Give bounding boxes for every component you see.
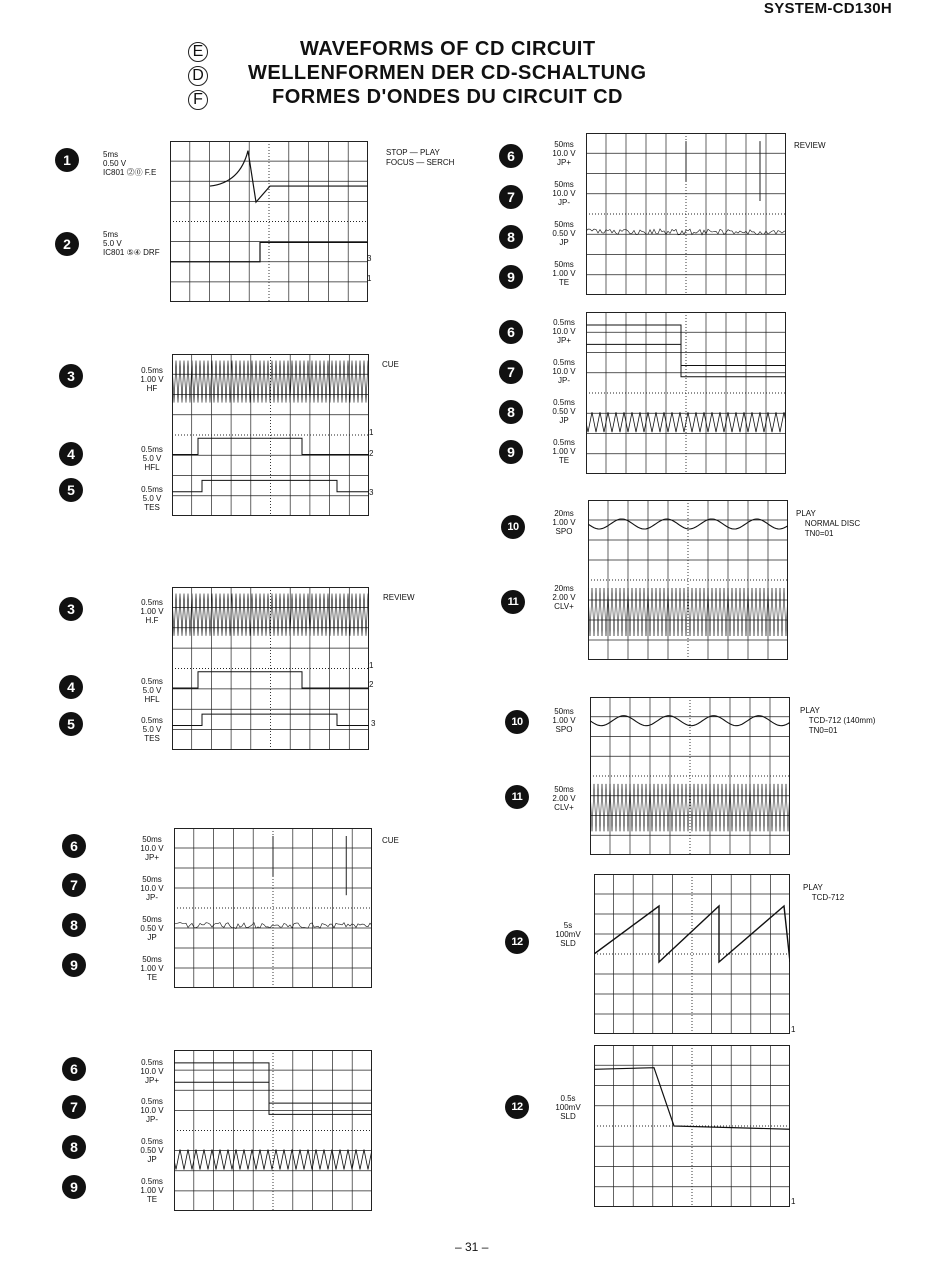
scope-setting: 0.5ms 1.00 V H.F — [140, 598, 164, 625]
scope-setting: 50ms 10.0 V JP+ — [140, 835, 164, 862]
probe-badge-icon: 11 — [505, 785, 529, 809]
probe-badge-icon: 4 — [59, 442, 83, 466]
scope-setting: 5s 100mV SLD — [555, 921, 581, 948]
channel-marker: 1 — [791, 1025, 796, 1034]
probe-badge-icon: 10 — [501, 515, 525, 539]
scope-setting: 0.5ms 1.00 V TE — [140, 1177, 164, 1204]
caption-stop-play: STOP — PLAY FOCUS — SERCH — [386, 148, 455, 167]
probe-badge-icon: 11 — [501, 590, 525, 614]
probe-badge-icon: 6 — [499, 320, 523, 344]
oscilloscope-grid — [170, 141, 368, 302]
oscilloscope-grid — [586, 312, 786, 474]
channel-marker: 3 — [371, 719, 376, 728]
probe-badge-icon: 6 — [499, 144, 523, 168]
scope-setting: 50ms 2.00 V CLV+ — [552, 785, 576, 812]
oscilloscope-grid — [588, 500, 788, 660]
probe-badge-icon: 12 — [505, 930, 529, 954]
probe-badge-icon: 9 — [499, 440, 523, 464]
probe-badge-icon: 10 — [505, 710, 529, 734]
oscilloscope-grid — [594, 874, 790, 1034]
scope-setting: 50ms 10.0 V JP- — [552, 180, 576, 207]
scope-setting: 20ms 1.00 V SPO — [552, 509, 576, 536]
scope-setting: 0.5ms 0.50 V JP — [140, 1137, 164, 1164]
channel-marker: 1 — [369, 661, 374, 670]
title-french: FORMES D'ONDES DU CIRCUIT CD — [272, 86, 623, 108]
probe-badge-icon: 3 — [59, 364, 83, 388]
oscilloscope-grid — [172, 354, 369, 516]
probe-badge-icon: 7 — [499, 360, 523, 384]
probe-badge-icon: 6 — [62, 1057, 86, 1081]
lang-f-icon: F — [188, 90, 208, 110]
probe-badge-icon: 5 — [59, 478, 83, 502]
scope-setting: 20ms 2.00 V CLV+ — [552, 584, 576, 611]
scope-setting: 0.5ms 10.0 V JP- — [140, 1097, 164, 1124]
scope-setting: 0.5ms 0.50 V JP — [552, 398, 576, 425]
model-name: SYSTEM-CD130H — [763, 0, 892, 17]
probe-badge-icon: 8 — [499, 400, 523, 424]
scope-setting: 0.5ms 10.0 V JP+ — [140, 1058, 164, 1085]
scope-setting: 0.5ms 10.0 V JP- — [552, 358, 576, 385]
oscilloscope-grid — [174, 1050, 372, 1211]
scope-setting: 0.5ms 10.0 V JP+ — [552, 318, 576, 345]
scope-setting: 50ms 10.0 V JP+ — [552, 140, 576, 167]
probe-badge-icon: 3 — [59, 597, 83, 621]
oscilloscope-grid — [586, 133, 786, 295]
probe-badge-icon: 7 — [499, 185, 523, 209]
probe-badge-icon: 5 — [59, 712, 83, 736]
probe-badge-icon: 7 — [62, 1095, 86, 1119]
probe-badge-icon: 4 — [59, 675, 83, 699]
probe-badge-icon: 1 — [55, 148, 79, 172]
caption-review-1: REVIEW — [383, 593, 415, 602]
probe-badge-icon: 8 — [62, 913, 86, 937]
channel-marker: 2 — [369, 680, 374, 689]
channel-marker: 1 — [791, 1197, 796, 1206]
probe-badge-icon: 9 — [62, 953, 86, 977]
oscilloscope-grid — [594, 1045, 790, 1207]
scope-setting: 50ms 0.50 V JP — [552, 220, 576, 247]
caption-play-normal: PLAY NORMAL DISC TN0=01 — [796, 509, 861, 538]
oscilloscope-grid — [172, 587, 369, 750]
scope-setting: 50ms 10.0 V JP- — [140, 875, 164, 902]
scope-setting: 50ms 1.00 V SPO — [552, 707, 576, 734]
scope-setting: 50ms 0.50 V JP — [140, 915, 164, 942]
lang-d-icon: D — [188, 66, 208, 86]
channel-marker: 3 — [369, 488, 374, 497]
lang-e-icon: E — [188, 42, 208, 62]
scope-setting: 50ms 1.00 V TE — [140, 955, 164, 982]
scope-setting: 0.5ms 1.00 V HF — [140, 366, 164, 393]
probe-badge-icon: 9 — [499, 265, 523, 289]
probe-badge-icon: 8 — [62, 1135, 86, 1159]
probe-badge-icon: 7 — [62, 873, 86, 897]
scope-setting: 0.5ms 1.00 V TE — [552, 438, 576, 465]
scope-setting: 50ms 1.00 V TE — [552, 260, 576, 287]
caption-review-2: REVIEW — [794, 141, 826, 150]
oscilloscope-grid — [590, 697, 790, 855]
caption-cue-2: CUE — [382, 836, 399, 845]
channel-marker: 3 — [367, 254, 372, 263]
title-german: WELLENFORMEN DER CD-SCHALTUNG — [248, 62, 647, 84]
channel-marker: 1 — [369, 428, 374, 437]
caption-cue-1: CUE — [382, 360, 399, 369]
title-english: WAVEFORMS OF CD CIRCUIT — [300, 38, 596, 60]
channel-marker: 1 — [367, 274, 372, 283]
scope-setting: 0.5s 100mV SLD — [555, 1094, 581, 1121]
scope-setting: 0.5ms 5.0 V TES — [141, 485, 163, 512]
probe-badge-icon: 9 — [62, 1175, 86, 1199]
scope-setting: 0.5ms 5.0 V HFL — [141, 445, 163, 472]
caption-play-tcd: PLAY TCD-712 — [803, 883, 845, 902]
oscilloscope-grid — [174, 828, 372, 988]
scope-setting: 0.5ms 5.0 V TES — [141, 716, 163, 743]
channel-marker: 2 — [369, 449, 374, 458]
probe-badge-icon: 6 — [62, 834, 86, 858]
probe-badge-icon: 12 — [505, 1095, 529, 1119]
probe-badge-icon: 2 — [55, 232, 79, 256]
scope-setting: 5ms 0.50 V IC801 ⓶⓪ F.E — [103, 150, 157, 177]
scope-setting: 5ms 5.0 V IC801 ⑤④ DRF — [103, 230, 160, 257]
probe-badge-icon: 8 — [499, 225, 523, 249]
scope-setting: 0.5ms 5.0 V HFL — [141, 677, 163, 704]
caption-play-tcd-140: PLAY TCD-712 (140mm) TN0=01 — [800, 706, 876, 735]
page-number: – 31 – — [455, 1240, 489, 1254]
